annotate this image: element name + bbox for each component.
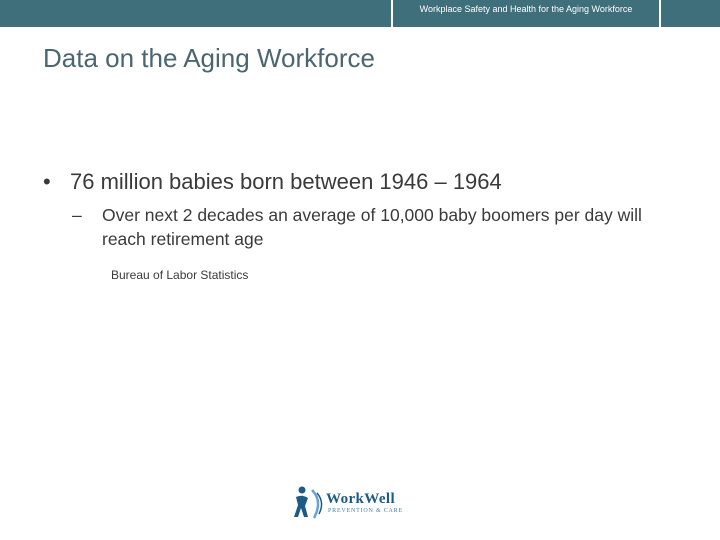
slide-title: Data on the Aging Workforce: [43, 43, 375, 73]
bullet-text: 76 million babies born between 1946 – 1964: [70, 169, 502, 194]
sub-bullet-mark: –: [72, 205, 82, 225]
header-title: Workplace Safety and Health for the Aging Workforce: [419, 4, 633, 14]
workwell-logo: [292, 484, 422, 522]
sub-bullet-text: Over next 2 decades an average of 10,000 baby boomers per day will reach retirement age: [102, 205, 642, 249]
source-citation: Bureau of Labor Statistics: [111, 268, 249, 282]
logo-tagline: PREVENTION & CARE: [328, 508, 403, 514]
bullet-mark: •: [43, 169, 51, 194]
header-divider: [659, 0, 661, 27]
sub-bullet-item: [72, 203, 672, 251]
header-bar: [0, 0, 720, 27]
bullet-item: [43, 169, 502, 195]
logo-name: WorkWell: [326, 491, 396, 507]
person-figure-icon: [292, 484, 326, 522]
